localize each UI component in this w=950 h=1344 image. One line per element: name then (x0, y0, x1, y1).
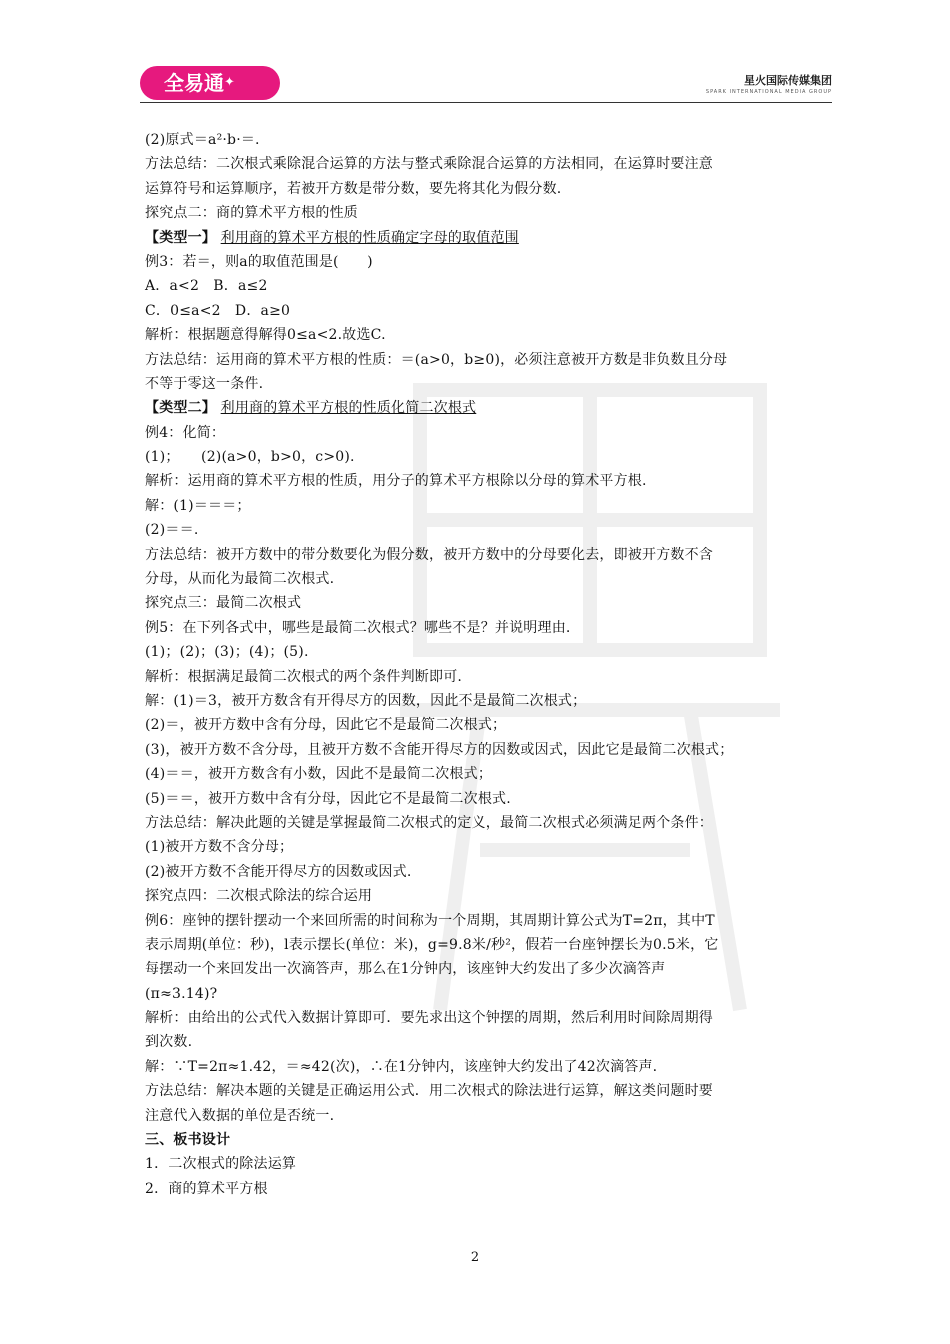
text-line: 到次数. (145, 1034, 193, 1051)
publisher-name-en: SPARK INTERNATIONAL MEDIA GROUP (705, 89, 832, 95)
text-line: 探究点二：商的算术平方根的性质 (145, 205, 358, 222)
publisher-brand (706, 72, 832, 95)
text-line: 解析：由给出的公式代入数据计算即可．要先求出这个钟摆的周期，然后利用时间除周期得 (145, 1010, 713, 1027)
text-line: (5)＝＝，被开方数中含有分母，因此它不是最简二次根式. (145, 790, 511, 807)
text-line: 方法总结：解决此题的关键是掌握最简二次根式的定义，最简二次根式必须满足两个条件： (145, 814, 713, 831)
text-line: 探究点四：二次根式除法的综合运用 (145, 888, 373, 905)
text-line: (2)原式＝a²·b·＝. (145, 132, 260, 148)
text-line: (2)被开方数不含能开得尽方的因数或因式. (145, 863, 412, 880)
document-body (145, 128, 815, 1201)
text-line: 每摆动一个来回发出一次滴答声，那么在1分钟内，该座钟大约发出了多少次滴答声 (145, 961, 666, 978)
text-line: 运算符号和运算顺序，若被开方数是带分数，要先将其化为假分数. (145, 180, 562, 197)
text-line: (1)被开方数不含分母； (145, 839, 294, 856)
text-line: 方法总结：被开方数中的带分数要化为假分数，被开方数中的分母要化去，即被开方数不含 (145, 546, 713, 563)
text-line (145, 396, 815, 420)
text-line: (2)＝＝. (145, 522, 199, 539)
text-line: 解析：根据满足最简二次根式的两个条件判断即可. (145, 668, 463, 685)
text-line: 解析：根据题意得解得0≤a<2.故选C. (145, 327, 386, 344)
type-tag: 【类型一】 (145, 229, 216, 246)
text-line: 分母，从而化为最简二次根式. (145, 571, 335, 588)
text-line: 例4：化简： (145, 424, 226, 441)
text-line: 1．二次根式的除法运算 (145, 1156, 297, 1173)
text-line: 探究点三：最简二次根式 (145, 595, 302, 612)
text-line: (4)＝＝，被开方数含有小数，因此不是最简二次根式； (145, 766, 493, 783)
text-line: 2．商的算术平方根 (145, 1180, 268, 1197)
text-line: 方法总结：运用商的算术平方根的性质：＝(a>0，b≥0)，必须注意被开方数是非负数且分母 (145, 351, 728, 368)
text-line: C．0≤a<2 D．a≥0 (145, 302, 291, 319)
type-tag: 【类型二】 (145, 400, 216, 417)
type-title: 利用商的算术平方根的性质确定字母的取值范围 (220, 229, 519, 246)
text-line: (2)＝，被开方数中含有分母，因此它不是最简二次根式； (145, 717, 507, 734)
logo-text: 全易通 (164, 71, 224, 95)
text-line: (1)； (2)(a>0，b>0，c>0). (145, 449, 355, 466)
text-line: A．a<2 B．a≤2 (145, 278, 268, 295)
text-line: 表示周期(单位：秒)，l表示摆长(单位：米)，g=9.8米/秒²，假若一台座钟摆长为0.5米，它 (145, 936, 719, 953)
text-line: (1)；(2)；(3)；(4)；(5). (145, 644, 309, 661)
text-line: 注意代入数据的单位是否统一. (145, 1107, 335, 1124)
header-divider (140, 102, 832, 103)
text-line: 解：(1)＝＝＝； (145, 497, 251, 514)
text-line: 方法总结：解决本题的关键是正确运用公式．用二次根式的除法进行运算，解这类问题时要 (145, 1083, 713, 1100)
text-line: 例6：座钟的摆针摆动一个来回所需的时间称为一个周期，其周期计算公式为T=2π，其中T (145, 912, 715, 929)
type-title: 利用商的算术平方根的性质化简二次根式 (220, 400, 477, 417)
text-line (145, 226, 815, 250)
sparkle-icon: ✦ (224, 75, 235, 90)
text-line: 例5：在下列各式中，哪些是最简二次根式？哪些不是？并说明理由. (145, 619, 571, 636)
page-header (140, 62, 832, 102)
text-line: 方法总结：二次根式乘除混合运算的方法与整式乘除混合运算的方法相同，在运算时要注意 (145, 156, 713, 173)
publisher-name-cn: 星火国际传媒集团 (744, 74, 832, 87)
text-line: 解析：运用商的算术平方根的性质，用分子的算术平方根除以分母的算术平方根. (145, 473, 647, 490)
text-line: (π≈3.14)? (145, 985, 218, 1002)
text-line: (3)，被开方数不含分母，且被开方数不含能开得尽方的因数或因式，因此它是最简二次根式； (145, 741, 734, 758)
text-line: 例3：若＝，则a的取值范围是( ) (145, 253, 373, 270)
brand-logo (140, 66, 280, 100)
page-number: 2 (470, 1250, 480, 1265)
text-line: 三、板书设计 (145, 1132, 231, 1149)
text-line: 解：∵T=2π≈1.42，＝≈42(次)，∴在1分钟内，该座钟大约发出了42次滴答声. (145, 1058, 658, 1075)
text-line: 不等于零这一条件. (145, 375, 264, 392)
text-line: 解：(1)＝3，被开方数含有开得尽方的因数，因此不是最简二次根式； (145, 692, 587, 709)
